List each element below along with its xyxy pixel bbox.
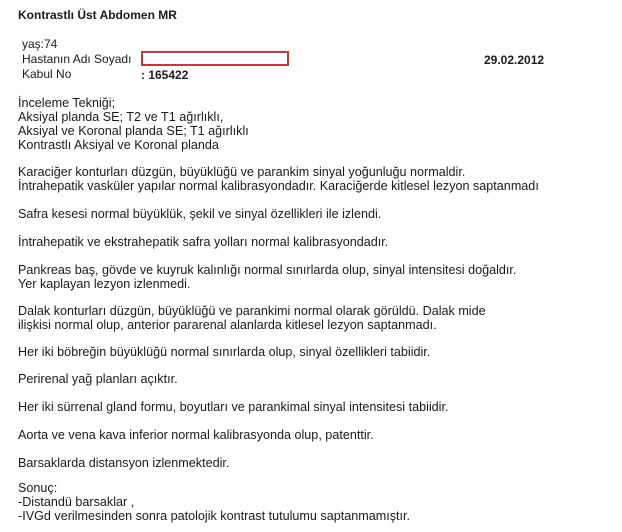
- conclusion-line: -Distandü barsaklar ,: [18, 495, 135, 509]
- patient-name-label: Hastanın Adı Soyadı: [22, 52, 132, 66]
- admission-label: Kabul No: [22, 67, 72, 81]
- finding-gallbladder: Safra kesesi normal büyüklük, şekil ve sinyal özellikleri ile izlendi.: [18, 207, 382, 221]
- finding-bowel: Barsaklarda distansyon izlenmektedir.: [18, 456, 230, 470]
- conclusion-heading: Sonuç:: [18, 481, 58, 495]
- finding-aorta: Aorta ve vena kava inferior normal kalibrasyonda olup, patenttir.: [18, 428, 374, 442]
- finding-perirenal: Perirenal yağ planları açıktır.: [18, 372, 178, 386]
- finding-pancreas-lesion: Yer kaplayan lezyon izlenmedi.: [18, 277, 191, 291]
- report-title: Kontrastlı Üst Abdomen MR: [18, 8, 177, 22]
- finding-kidneys: Her iki böbreğin büyüklüğü normal sınırlarda olup, sinyal özellikleri tabiidir.: [18, 345, 431, 359]
- finding-liver: Karaciğer konturları düzgün, büyüklüğü ve parankim sinyal yoğunluğu normaldir.: [18, 165, 466, 179]
- admission-number: : 165422: [141, 68, 189, 82]
- patient-name-redaction-box: [141, 51, 289, 66]
- finding-pancreas: Pankreas baş, gövde ve kuyruk kalınlığı normal sınırlarda olup, sinyal intensitesi doğaldır.: [18, 263, 517, 277]
- finding-bile-ducts: İntrahepatik ve ekstrahepatik safra yolları normal kalibrasyondadır.: [18, 235, 389, 249]
- finding-spleen-cont: ilişkisi normal olup, anterior pararenal alanlarda kitlesel lezyon saptanmadı.: [18, 318, 437, 332]
- technique-line: Aksiyal ve Koronal planda SE; T1 ağırlıklı: [18, 124, 249, 138]
- finding-adrenal: Her iki sürrenal gland formu, boyutları ve parankimal sinyal intensitesi tabiidir.: [18, 400, 449, 414]
- conclusion-line: -IVGd verilmesinden sonra patolojik kontrast tutulumu saptanmamıştır.: [18, 509, 410, 523]
- finding-liver-vascular: İntrahepatik vasküler yapılar normal kalibrasyondadır. Karaciğerde kitlesel lezyon saptanmadı: [18, 179, 539, 193]
- technique-line: Aksiyal planda SE; T2 ve T1 ağırlıklı,: [18, 110, 224, 124]
- technique-heading: İnceleme Tekniği;: [18, 96, 116, 110]
- technique-line: Kontrastlı Aksiyal ve Koronal planda: [18, 138, 219, 152]
- age-line: yaş:74: [22, 37, 58, 51]
- finding-spleen: Dalak konturları düzgün, büyüklüğü ve parankimi normal olarak görüldü. Dalak mide: [18, 304, 486, 318]
- report-date: 29.02.2012: [484, 53, 545, 67]
